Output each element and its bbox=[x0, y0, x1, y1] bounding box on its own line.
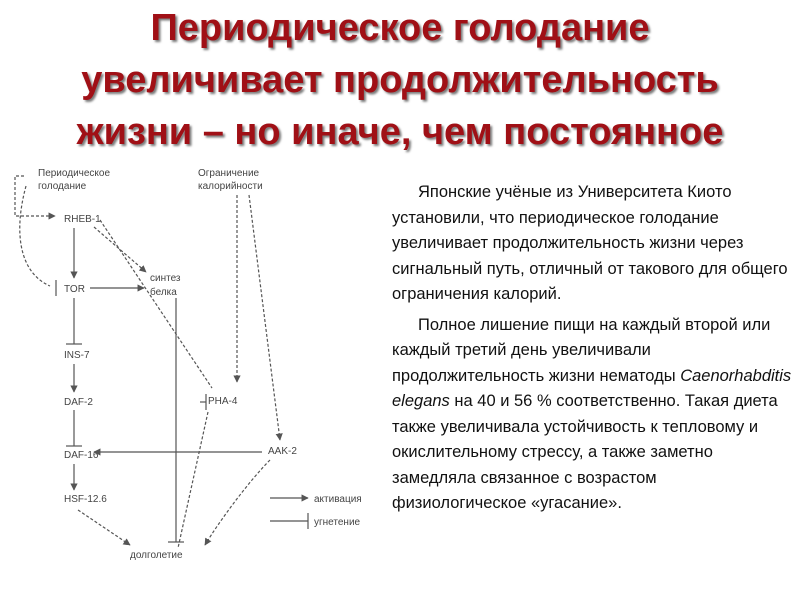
edge-hsf-to-longevity bbox=[78, 510, 130, 545]
paragraph-2-end: на 40 и 56 % соответственно. Такая диета также увеличивала устойчивость к тепловому и окислительному стрессу, а также заметно замедляла связанное с возрастом физиологическое «угасание». bbox=[392, 392, 778, 512]
node-rheb1: RHEB-1 bbox=[64, 214, 101, 225]
species-name: Caenorhabditis elegans bbox=[392, 366, 792, 410]
edge-pha4-to-longevity bbox=[178, 412, 208, 548]
legend-activation-label: активация bbox=[314, 494, 362, 505]
node-periodic-fasting-line1: Периодическое bbox=[38, 168, 111, 179]
slide-title bbox=[0, 2, 800, 158]
node-daf2: DAF-2 bbox=[64, 397, 93, 408]
node-ins7: INS-7 bbox=[64, 350, 90, 361]
title-line-3: жизни – но иначе, чем постоянное bbox=[76, 111, 724, 153]
node-daf16: DAF-16 bbox=[64, 450, 99, 461]
paragraph-2 bbox=[392, 313, 792, 517]
node-tor: TOR bbox=[64, 284, 85, 295]
edge-restriction-to-aak2 bbox=[249, 195, 280, 440]
title-line-2: увеличивает продолжительность bbox=[81, 59, 719, 101]
paragraph-1: Японские учёные из Университета Киото установили, что периодическое голодание увеличивает продолжительность жизни через сигнальный путь, отличный от такового для общего ограничения калорий. bbox=[392, 183, 788, 303]
node-calorie-restriction-line2: калорийности bbox=[198, 181, 263, 192]
node-periodic-fasting-line2: голодание bbox=[38, 181, 87, 192]
edge-rheb1-to-pha4 bbox=[100, 220, 212, 388]
node-protein-synthesis-line2: белка bbox=[150, 287, 177, 298]
description-text bbox=[392, 180, 792, 522]
node-pha4: PHA-4 bbox=[208, 396, 238, 407]
signaling-pathway-diagram bbox=[0, 150, 390, 570]
title-line-1: Периодическое голодание bbox=[150, 7, 650, 49]
node-protein-synthesis-line1: синтез bbox=[150, 273, 181, 284]
edge-fasting-loop bbox=[20, 186, 50, 286]
node-aak2: AAK-2 bbox=[268, 446, 297, 457]
legend bbox=[270, 494, 362, 529]
node-longevity: долголетие bbox=[130, 550, 183, 561]
legend-suppression-label: угнетение bbox=[314, 517, 361, 528]
node-hsf: HSF-12.6 bbox=[64, 494, 107, 505]
paragraph-2-start: Полное лишение пищи на каждый второй или каждый третий день увеличивали продолжительность жизни нематоды bbox=[392, 315, 771, 385]
edge-aak2-to-longevity bbox=[205, 460, 270, 545]
node-calorie-restriction-line1: Ограничение bbox=[198, 168, 260, 179]
